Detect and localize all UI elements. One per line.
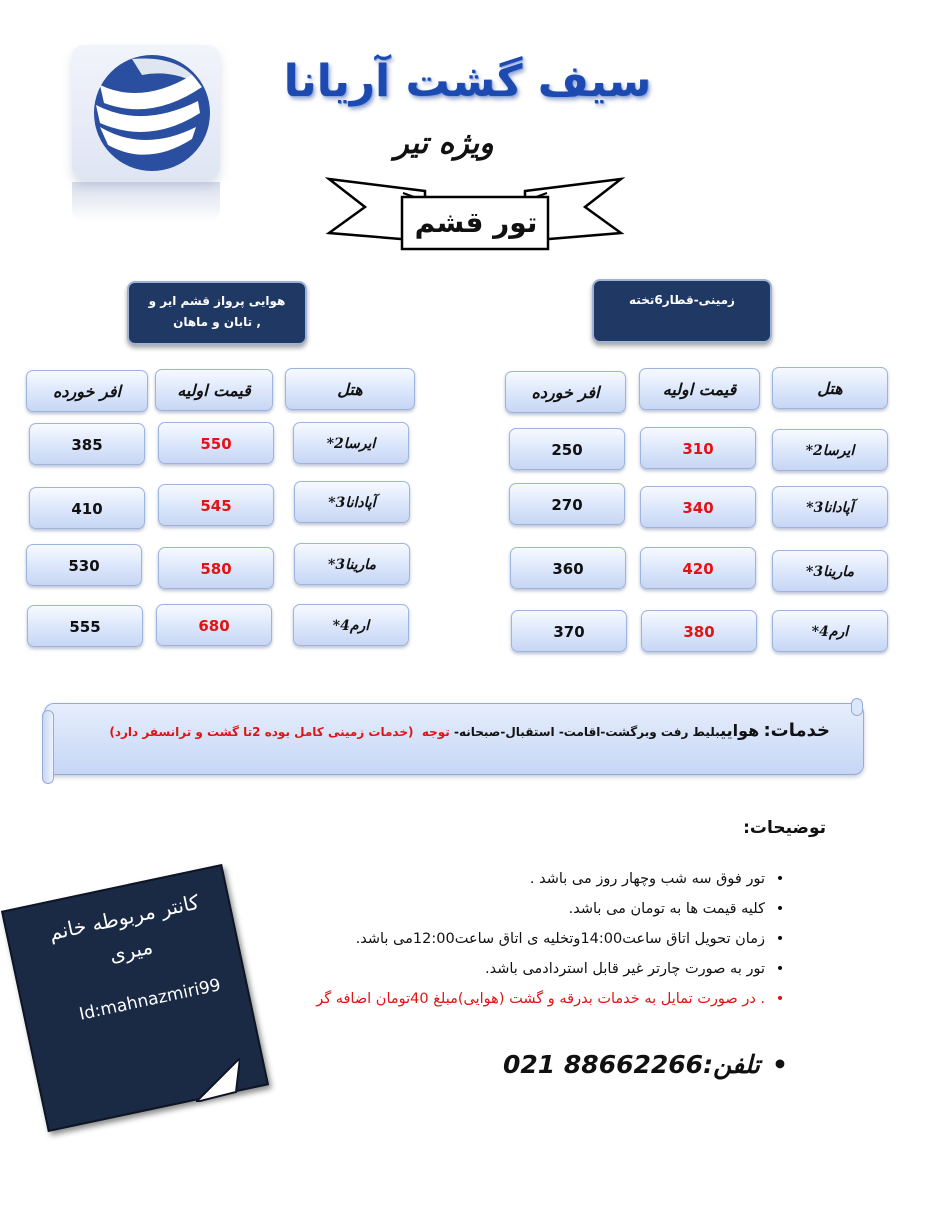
note-item bbox=[316, 991, 795, 1007]
scroll-roll-left bbox=[42, 710, 54, 784]
services-note-text: (خدمات زمینی کامل بوده 2تا گشت و ترانسفر دارد) bbox=[109, 725, 414, 739]
column-header-hotel: هتل bbox=[772, 367, 888, 409]
tour-name: تور قشم bbox=[414, 206, 538, 239]
note-text: زمان تحویل اتاق ساعت14:00وتخلیه ی اتاق ساعت12:00می باشد. bbox=[355, 931, 765, 947]
page-subtitle: ویژه تیر bbox=[394, 126, 494, 161]
page-curl-icon bbox=[196, 1058, 240, 1102]
extra-price-cell: 385 bbox=[29, 423, 145, 465]
base-price-cell: 680 bbox=[156, 604, 272, 646]
extra-price-cell: 530 bbox=[26, 544, 142, 586]
base-price-cell: 550 bbox=[158, 422, 274, 464]
hotel-name-cell: ارم4* bbox=[772, 610, 888, 652]
extra-price-cell: 555 bbox=[27, 605, 143, 647]
base-price-cell: 580 bbox=[158, 547, 274, 589]
bullet-icon: • bbox=[775, 961, 785, 977]
services-items: بلیط رفت وبرگشت-اقامت- استقبال-صبحانه- bbox=[453, 725, 721, 739]
note-item bbox=[569, 901, 795, 917]
logo-reflection bbox=[72, 182, 220, 222]
hotel-name-cell: ایرسا2* bbox=[772, 429, 888, 471]
hotel-name-cell: ارم4* bbox=[293, 604, 409, 646]
hotel-name-cell: مارینا3* bbox=[772, 550, 888, 592]
extra-price-cell: 410 bbox=[29, 487, 145, 529]
phone-number: 021 88662266 bbox=[503, 1050, 704, 1079]
base-price-cell: 545 bbox=[158, 484, 274, 526]
bullet-icon: • bbox=[775, 931, 785, 947]
services-air-label: هوایی bbox=[720, 721, 760, 740]
column-header-extra: افر خورده bbox=[505, 371, 626, 413]
note-text: تور به صورت چارتر غیر قابل استردادمی باشد. bbox=[485, 961, 765, 977]
extra-price-cell: 360 bbox=[510, 547, 626, 589]
column-header-extra: افر خورده bbox=[26, 370, 148, 412]
base-price-cell: 340 bbox=[640, 486, 756, 528]
bullet-icon: • bbox=[775, 871, 785, 887]
hotel-name-cell: آپادانا3* bbox=[294, 481, 410, 523]
base-price-cell: 420 bbox=[640, 547, 756, 589]
extra-price-cell: 370 bbox=[511, 610, 627, 652]
column-header-price: قیمت اولیه bbox=[155, 369, 273, 411]
note-item bbox=[485, 961, 795, 977]
contact-card-id: Id:mahnazmiri99 bbox=[77, 975, 223, 1025]
note-item bbox=[356, 931, 795, 947]
services-label: خدمات: bbox=[763, 720, 830, 741]
hotel-name-cell: آپادانا3* bbox=[772, 486, 888, 528]
brand-title: سیف گشت آریانا bbox=[283, 56, 652, 107]
section-header-ground: زمینی-قطار6تخته bbox=[592, 279, 772, 343]
bullet-icon: • bbox=[772, 1050, 788, 1079]
extra-price-cell: 270 bbox=[509, 483, 625, 525]
note-text: کلیه قیمت ها به تومان می باشد. bbox=[568, 901, 765, 917]
phone-line bbox=[440, 1050, 800, 1079]
hotel-name-cell: ایرسا2* bbox=[293, 422, 409, 464]
note-text: تور فوق سه شب وچهار روز می باشد . bbox=[529, 871, 765, 887]
note-item bbox=[530, 871, 795, 887]
services-text bbox=[70, 712, 830, 751]
section-header-air-line1: هوایی پرواز قشم ایر و bbox=[148, 294, 286, 308]
bullet-icon: • bbox=[775, 991, 785, 1007]
notes-title: توضیحات: bbox=[743, 818, 826, 838]
contact-card-name: کانتر مربوطه خانم میری bbox=[46, 889, 202, 967]
extra-price-cell: 250 bbox=[509, 428, 625, 470]
base-price-cell: 310 bbox=[640, 427, 756, 469]
scroll-roll-right bbox=[851, 698, 863, 716]
hotel-name-cell: مارینا3* bbox=[294, 543, 410, 585]
phone-label: تلفن: bbox=[703, 1050, 760, 1079]
section-header-air bbox=[127, 281, 307, 345]
column-header-hotel: هتل bbox=[285, 368, 415, 410]
base-price-cell: 380 bbox=[641, 610, 757, 652]
column-header-price: قیمت اولیه bbox=[639, 368, 760, 410]
bullet-icon: • bbox=[775, 901, 785, 917]
note-text: . در صورت تمایل به خدمات بدرقه و گشت (هوایی)مبلغ 40تومان اضافه گر bbox=[316, 991, 765, 1007]
services-note-label: توجه bbox=[421, 725, 450, 739]
section-header-air-line2: , تابان و ماهان bbox=[173, 315, 261, 329]
